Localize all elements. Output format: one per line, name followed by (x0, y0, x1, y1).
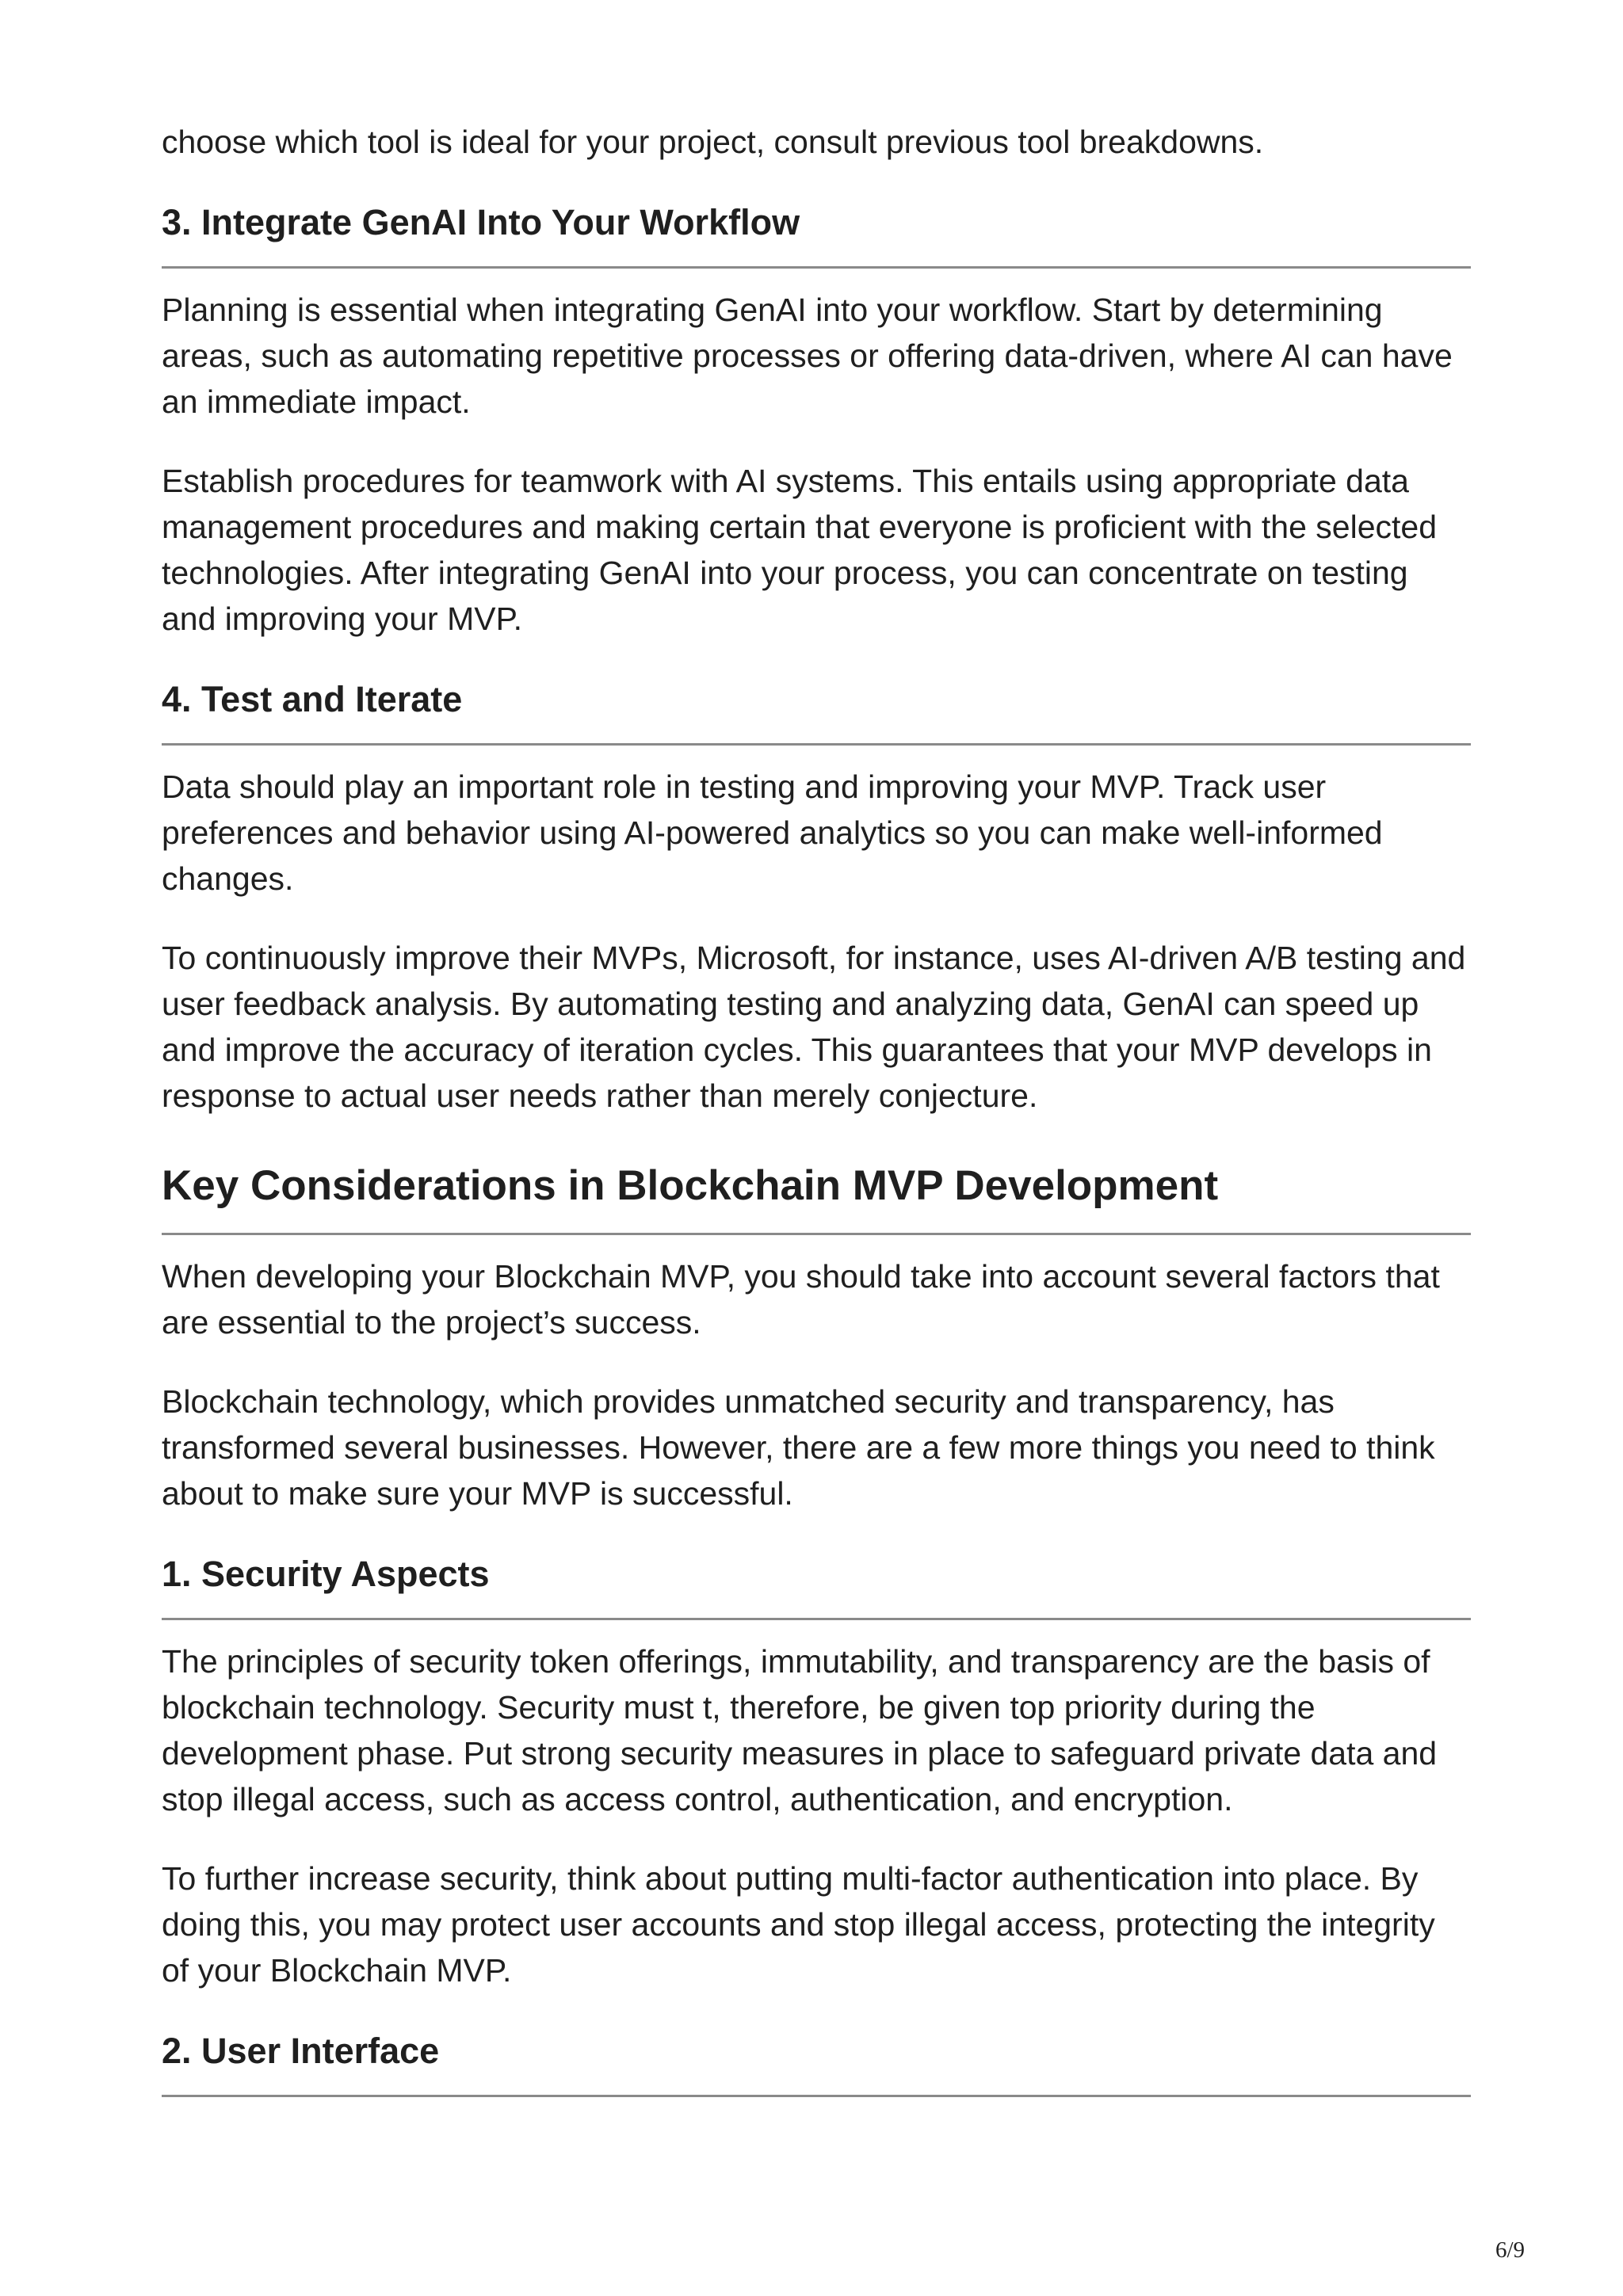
heading-divider (162, 743, 1471, 746)
heading-security-aspects: 1. Security Aspects (162, 1554, 490, 1594)
heading-integrate-genai: 3. Integrate GenAI Into Your Workflow (162, 202, 800, 242)
paragraph: When developing your Blockchain MVP, you should take into account several factors that are essential to the project’s success. (162, 1258, 1440, 1341)
heading-divider (162, 1618, 1471, 1620)
paragraph: Planning is essential when integrating GenAI into your workflow. Start by determining areas, such as automating repetitive processes or offering data-driven, where AI can have an immediate impact. (162, 292, 1453, 420)
heading-user-interface: 2. User Interface (162, 2031, 440, 2071)
document-page (162, 119, 1471, 2115)
paragraph: Data should play an important role in testing and improving your MVP. Track user preferences and behavior using AI-powered analytics so you can make well-informed changes. (162, 769, 1383, 897)
page-number: 6/9 (1495, 2237, 1526, 2263)
paragraph: The principles of security token offerings, immutability, and transparency are the basis of blockchain technology. Security must t, therefore, be given top priority during the development phase. Put strong security measures in place to safeguard private data and stop illegal access, such as access control, authentication, and encryption. (162, 1643, 1438, 1817)
paragraph: Establish procedures for teamwork with AI systems. This entails using appropriate data management procedures and making certain that everyone is proficient with the selected technologies. After integrating GenAI into your process, you can concentrate on testing and improving your MVP. (162, 463, 1438, 637)
heading-divider (162, 266, 1471, 269)
heading-divider (162, 2095, 1471, 2097)
heading-divider (162, 1233, 1471, 1235)
intro-fragment: choose which tool is ideal for your project, consult previous tool breakdowns. (162, 124, 1264, 160)
heading-test-iterate: 4. Test and Iterate (162, 679, 463, 719)
paragraph: To continuously improve their MVPs, Microsoft, for instance, uses AI-driven A/B testing and user feedback analysis. By automating testing and analyzing data, GenAI can speed up and improve the accuracy of iteration cycles. This guarantees that your MVP develops in response to actual user needs rather than merely conjecture. (162, 940, 1466, 1114)
paragraph: To further increase security, think about putting multi-factor authentication into place. By doing this, you may protect user accounts and stop illegal access, protecting the integrity of your Blockchain MVP. (162, 1860, 1435, 1989)
paragraph: Blockchain technology, which provides unmatched security and transparency, has transformed several businesses. However, there are a few more things you need to think about to make sure your MVP is successful. (162, 1383, 1435, 1512)
heading-key-considerations: Key Considerations in Blockchain MVP Development (162, 1162, 1219, 1209)
